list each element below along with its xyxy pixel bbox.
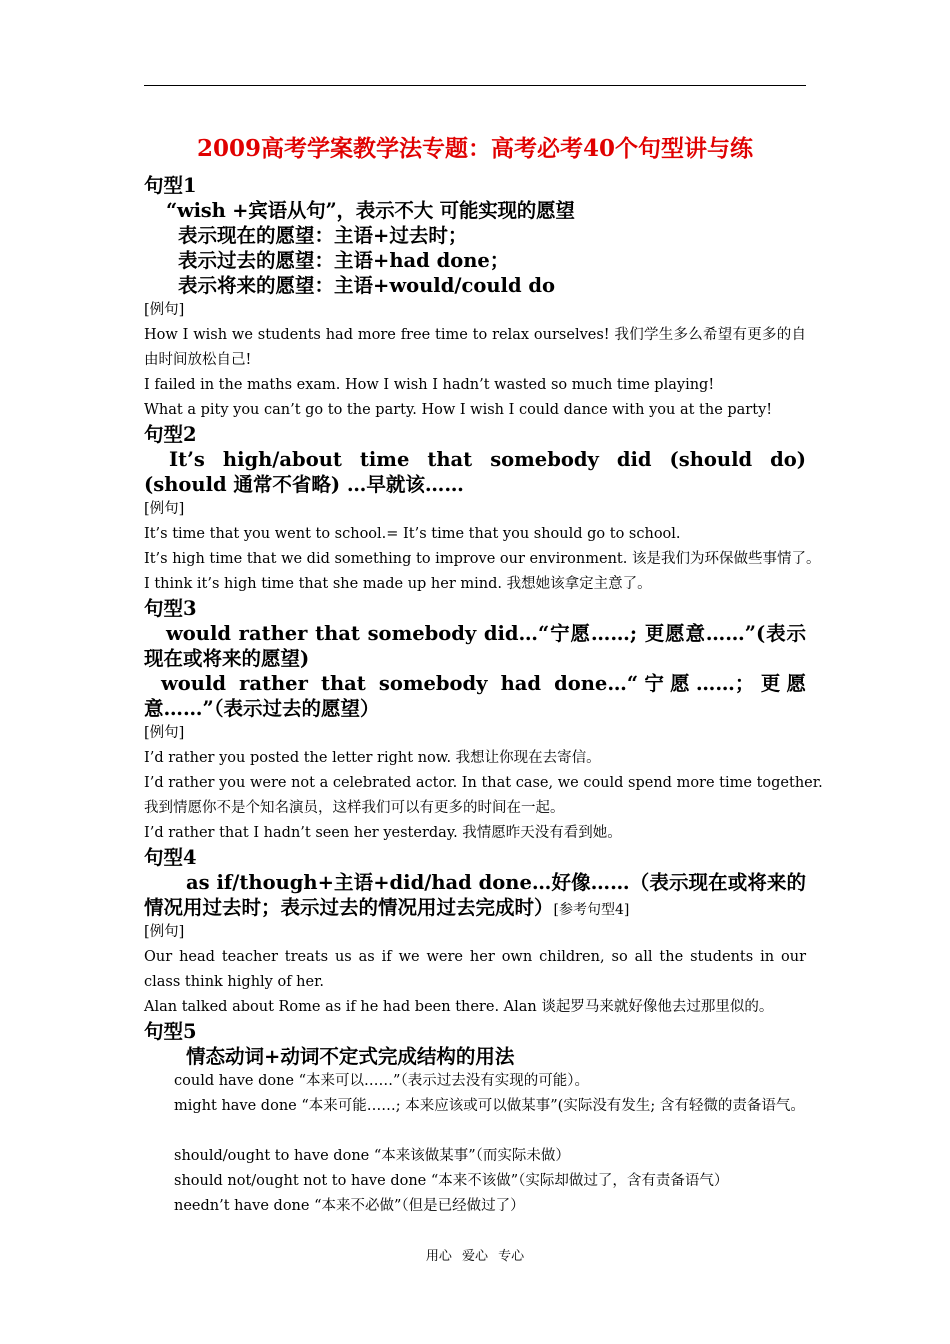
- pattern-3-pattern-1: would rather that somebody did…“宁愿……; 更愿意……”(表示现在或将来的愿望): [144, 622, 806, 670]
- page-footer: 用心 爱心 专心: [425, 1249, 525, 1264]
- pattern-4-heading: 句型4: [144, 846, 197, 869]
- example-label-3: [例句]: [144, 725, 185, 741]
- pattern-3-heading: 句型3: [144, 597, 197, 620]
- pattern-3-pattern-2: would rather that somebody had done…“宁愿……；更愿意……”（表示过去的愿望）: [144, 672, 806, 720]
- pattern-4-reference: [参考句型4]: [553, 902, 630, 918]
- pattern-1-heading: 句型1: [144, 174, 197, 197]
- example-label-1: [例句]: [144, 302, 185, 318]
- pattern-4-pattern-text: as if/though+主语+did/had done…好像……（表示现在或将来的情况用过去时；表示过去的情况用过去完成时）: [144, 871, 806, 919]
- document-title: 2009高考学案教学法专题：高考必考40个句型讲与练: [196, 135, 754, 162]
- pattern-3-example-2-translation: 我到情愿你不是个知名演员，这样我们可以有更多的时间在一起。: [144, 800, 565, 816]
- pattern-2-pattern: It’s high/about time that somebody did (should do) (should 通常不省略) …早就该……: [144, 448, 806, 496]
- header-rule: [144, 85, 806, 86]
- pattern-5-heading: 句型5: [144, 1020, 197, 1043]
- pattern-5-line-4: should not/ought not to have done “本来不该做”（实际却做过了，含有责备语气）: [174, 1173, 729, 1189]
- pattern-2-heading: 句型2: [144, 423, 197, 446]
- pattern-5-line-1: could have done “本来可以……”（表示过去没有实现的可能）。: [174, 1073, 589, 1089]
- example-label-4: [例句]: [144, 924, 185, 940]
- pattern-1-example-1: How I wish we students had more free time to relax ourselves! 我们学生多么希望有更多的自由时间放松自己!: [144, 327, 806, 368]
- pattern-3-example-3: I’d rather that I hadn’t seen her yesterday. 我情愿昨天没有看到她。: [144, 825, 622, 841]
- pattern-1-example-3: What a pity you can’t go to the party. How I wish I could dance with you at the party!: [144, 402, 773, 418]
- pattern-1-line-1: “wish +宾语从句”，表示不大 可能实现的愿望: [166, 199, 575, 222]
- pattern-2-example-3: I think it’s high time that she made up her mind. 我想她该拿定主意了。: [144, 576, 652, 592]
- pattern-1-line-4: 表示将来的愿望：主语+would/could do: [178, 274, 556, 297]
- pattern-3-example-2: I’d rather you were not a celebrated actor. In that case, we could spend more time together.: [144, 775, 823, 791]
- pattern-5-line-2: might have done “本来可能……; 本来应该或可以做某事”(实际没有发生; 含有轻微的责备语气。: [174, 1098, 805, 1114]
- example-label-2: [例句]: [144, 501, 185, 517]
- pattern-4-example-2: Alan talked about Rome as if he had been there. Alan 谈起罗马来就好像他去过那里似的。: [144, 999, 774, 1015]
- pattern-2-example-1: It’s time that you went to school.= It’s time that you should go to school.: [144, 526, 681, 542]
- pattern-1-line-3: 表示过去的愿望：主语+had done；: [178, 249, 510, 272]
- pattern-4-pattern: [144, 870, 806, 923]
- pattern-2-example-2: It’s high time that we did something to improve our environment. 该是我们为环保做些事情了。: [144, 551, 821, 567]
- pattern-3-example-1: I’d rather you posted the letter right now. 我想让你现在去寄信。: [144, 750, 601, 766]
- pattern-1-line-2: 表示现在的愿望：主语+过去时；: [178, 224, 468, 247]
- pattern-4-example-1: Our head teacher treats us as if we were her own children, so all the students in our class think highly of her.: [144, 949, 806, 990]
- pattern-5-line-5: needn’t have done “本来不必做”（但是已经做过了）: [174, 1198, 525, 1214]
- pattern-5-pattern: 情态动词+动词不定式完成结构的用法: [186, 1045, 515, 1068]
- pattern-1-example-2: I failed in the maths exam. How I wish I hadn’t wasted so much time playing!: [144, 377, 715, 393]
- pattern-5-line-3: should/ought to have done “本来该做某事”（而实际未做）: [174, 1148, 570, 1164]
